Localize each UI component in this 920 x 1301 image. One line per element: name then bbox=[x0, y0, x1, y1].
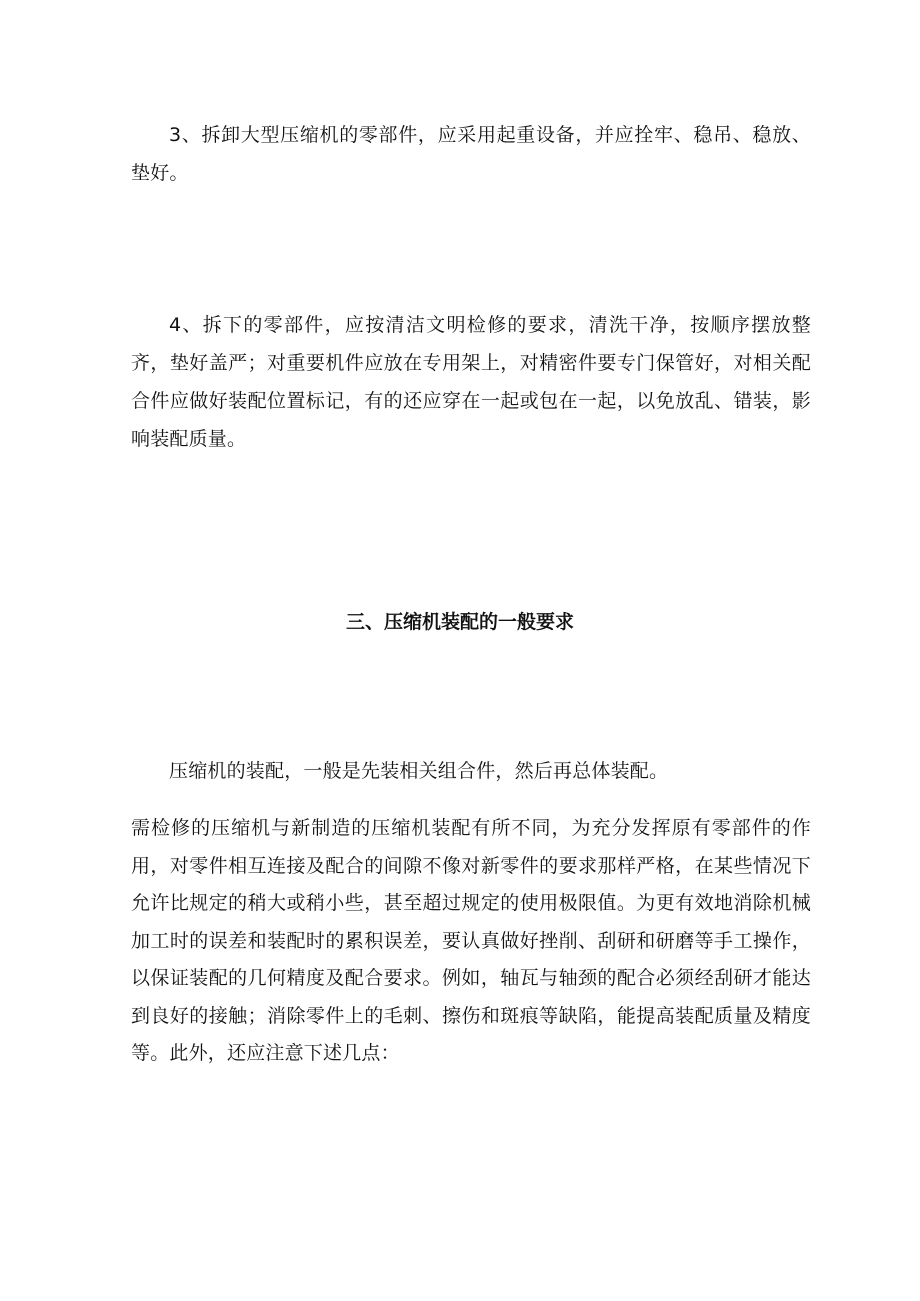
paragraph-assembly-order: 压缩机的装配，一般是先装相关组合件，然后再总体装配。 bbox=[169, 760, 669, 782]
section-heading: 三、压缩机装配的一般要求 bbox=[345, 611, 574, 633]
paragraph-parts-storage: 4、拆下的零部件，应按清洁文明检修的要求，清洗干净，按顺序摆放整齐，垫好盖严；对重要机件应放在专用架上，对精密件要专门保管好，对相关配合件应做好装配位置标记，有的还应穿在一起或包在一起，以免放乱、错装，影响装配质量。 bbox=[131, 314, 811, 450]
paragraph-repair-assembly-notes: 需检修的压缩机与新制造的压缩机装配有所不同，为充分发挥原有零部件的作用，对零件相互连接及配合的间隙不像对新零件的要求那样严格，在某些情况下允许比规定的稍大或稍小些，甚至超过规定的使用极限值。为更有效地消除机械加工时的误差和装配时的累积误差，要认真做好挫削、刮研和研磨等手工操作，以保证装配的几何精度及配合要求。例如，轴瓦与轴颈的配合必须经刮研才能达到良好的接触；消除零件上的毛刺、擦伤和斑痕等缺陷，能提高装配质量及精度等。此外，还应注意下述几点： bbox=[131, 817, 811, 1064]
paragraph-disassembly-lifting: 3、拆卸大型压缩机的零部件，应采用起重设备，并应拴牢、稳吊、稳放、垫好。 bbox=[131, 124, 811, 184]
